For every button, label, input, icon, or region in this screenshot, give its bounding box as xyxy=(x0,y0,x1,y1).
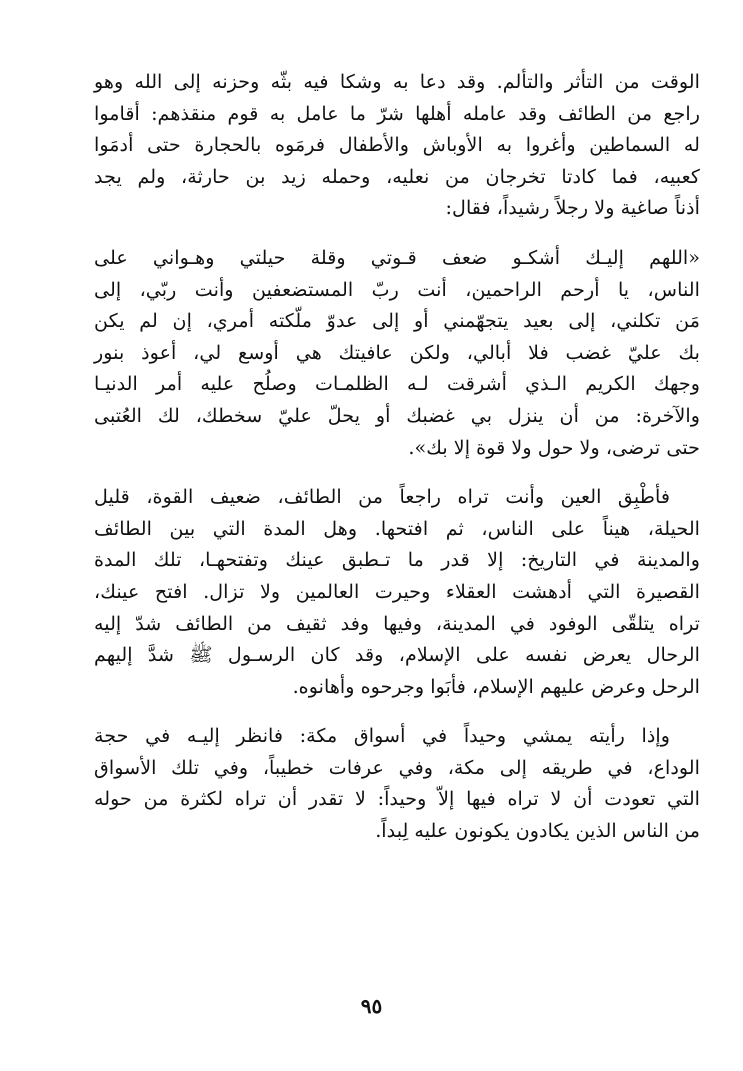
text-line: بك عليّ غضب فلا أبالي، ولكن عافيتك هي أوسع لي، أعوذ بنور xyxy=(94,340,700,364)
text-line: مَن تكلني، إلى بعيد يتجهّمني أو إلى عدوّ ملّكته أمري، إن لم يكن xyxy=(94,309,700,333)
text-line: والآخرة: من أن ينزل بي غضبك أو يحلّ عليّ سخطك، لك العُتبى xyxy=(94,403,700,427)
text-line: الناس، يا أرحم الراحمين، أنت ربّ المستضعفين وأنت ربّي، إلى xyxy=(94,277,700,301)
text-line: فأطْبِق العين وأنت تراه راجعاً من الطائف، ضعيف القوة، قليل xyxy=(94,485,670,509)
text-line: راجع من الطائف وقد عامله أهلها شرّ ما عامل به قوم منقذهم: أقاموا xyxy=(94,101,700,125)
text-line: التي تعودت أن لا تراه فيها إلاّ وحيداً: لا تقدر أن تراه لكثرة من حوله xyxy=(94,787,700,811)
text-line: له السماطين وأغروا به الأوباش والأطفال فرمَوه بالحجارة حتى أدمَوا xyxy=(94,133,700,157)
text-line: الوداع، في طريقه إلى مكة، وفي عرفات خطيباً، وفي تلك الأسواق xyxy=(94,755,700,779)
text-line: الحيلة، هيناً على الناس، ثم افتحها. وهل المدة التي بين الطائف xyxy=(94,516,700,540)
text-line: كعبيه، فما كادتا تخرجان من نعليه، وحمله زيد بن حارثة، ولم يجد xyxy=(94,164,700,188)
text-line: الرحل وعرض عليهم الإسلام، فأبَوا وجرحوه وأهانوه. xyxy=(292,674,700,698)
text-line: الوقت من التأثر والتألم. وقد دعا به وشكا فيه بثّه وحزنه إلى الله وهو xyxy=(94,70,700,93)
text-line: أذناً صاغية ولا رجلاً رشيداً، فقال: xyxy=(445,196,700,220)
paragraph-gap xyxy=(94,702,700,720)
text-line: تراه يتلقّى الوفود في المدينة، وفيها وفد ثقيف من الطائف شدّ إليه xyxy=(94,611,700,635)
paragraph-4 xyxy=(94,720,700,846)
text-line: الرحال يعرض نفسه على الإسلام، وقد كان الرسـول ﷺ شدَّ إليهم xyxy=(94,643,700,667)
page-number: ٩٥ xyxy=(360,994,383,1018)
text-line: «اللهم إليـك أشكـو ضعف قـوتي وقلة حيلتي وهـواني على xyxy=(94,245,700,269)
paragraph-3 xyxy=(94,481,700,702)
page-body xyxy=(94,66,700,847)
text-line: وجهك الكريم الـذي أشرقت لـه الظلمـات وصلُح عليه أمر الدنيـا xyxy=(94,372,700,396)
paragraph-1 xyxy=(94,66,700,224)
paragraph-gap xyxy=(94,463,700,481)
text-line: من الناس الذين يكادون يكونون عليه لِبداً. xyxy=(375,819,700,843)
text-line: والمدينة في التاريخ: إلا قدر ما تـطبق عينك وتفتحهـا، تلك المدة xyxy=(94,548,700,572)
text-line: القصيرة التي أدهشت العقلاء وحيرت العالمين ولا تزال. افتح عينك، xyxy=(94,579,700,603)
text-line: حتى ترضى، ولا حول ولا قوة إلا بك». xyxy=(408,435,700,459)
paragraph-2-quote xyxy=(94,242,700,463)
text-line: وإذا رأيته يمشي وحيداً في أسواق مكة: فانظر إليـه في حجة xyxy=(94,724,670,748)
paragraph-gap xyxy=(94,224,700,242)
